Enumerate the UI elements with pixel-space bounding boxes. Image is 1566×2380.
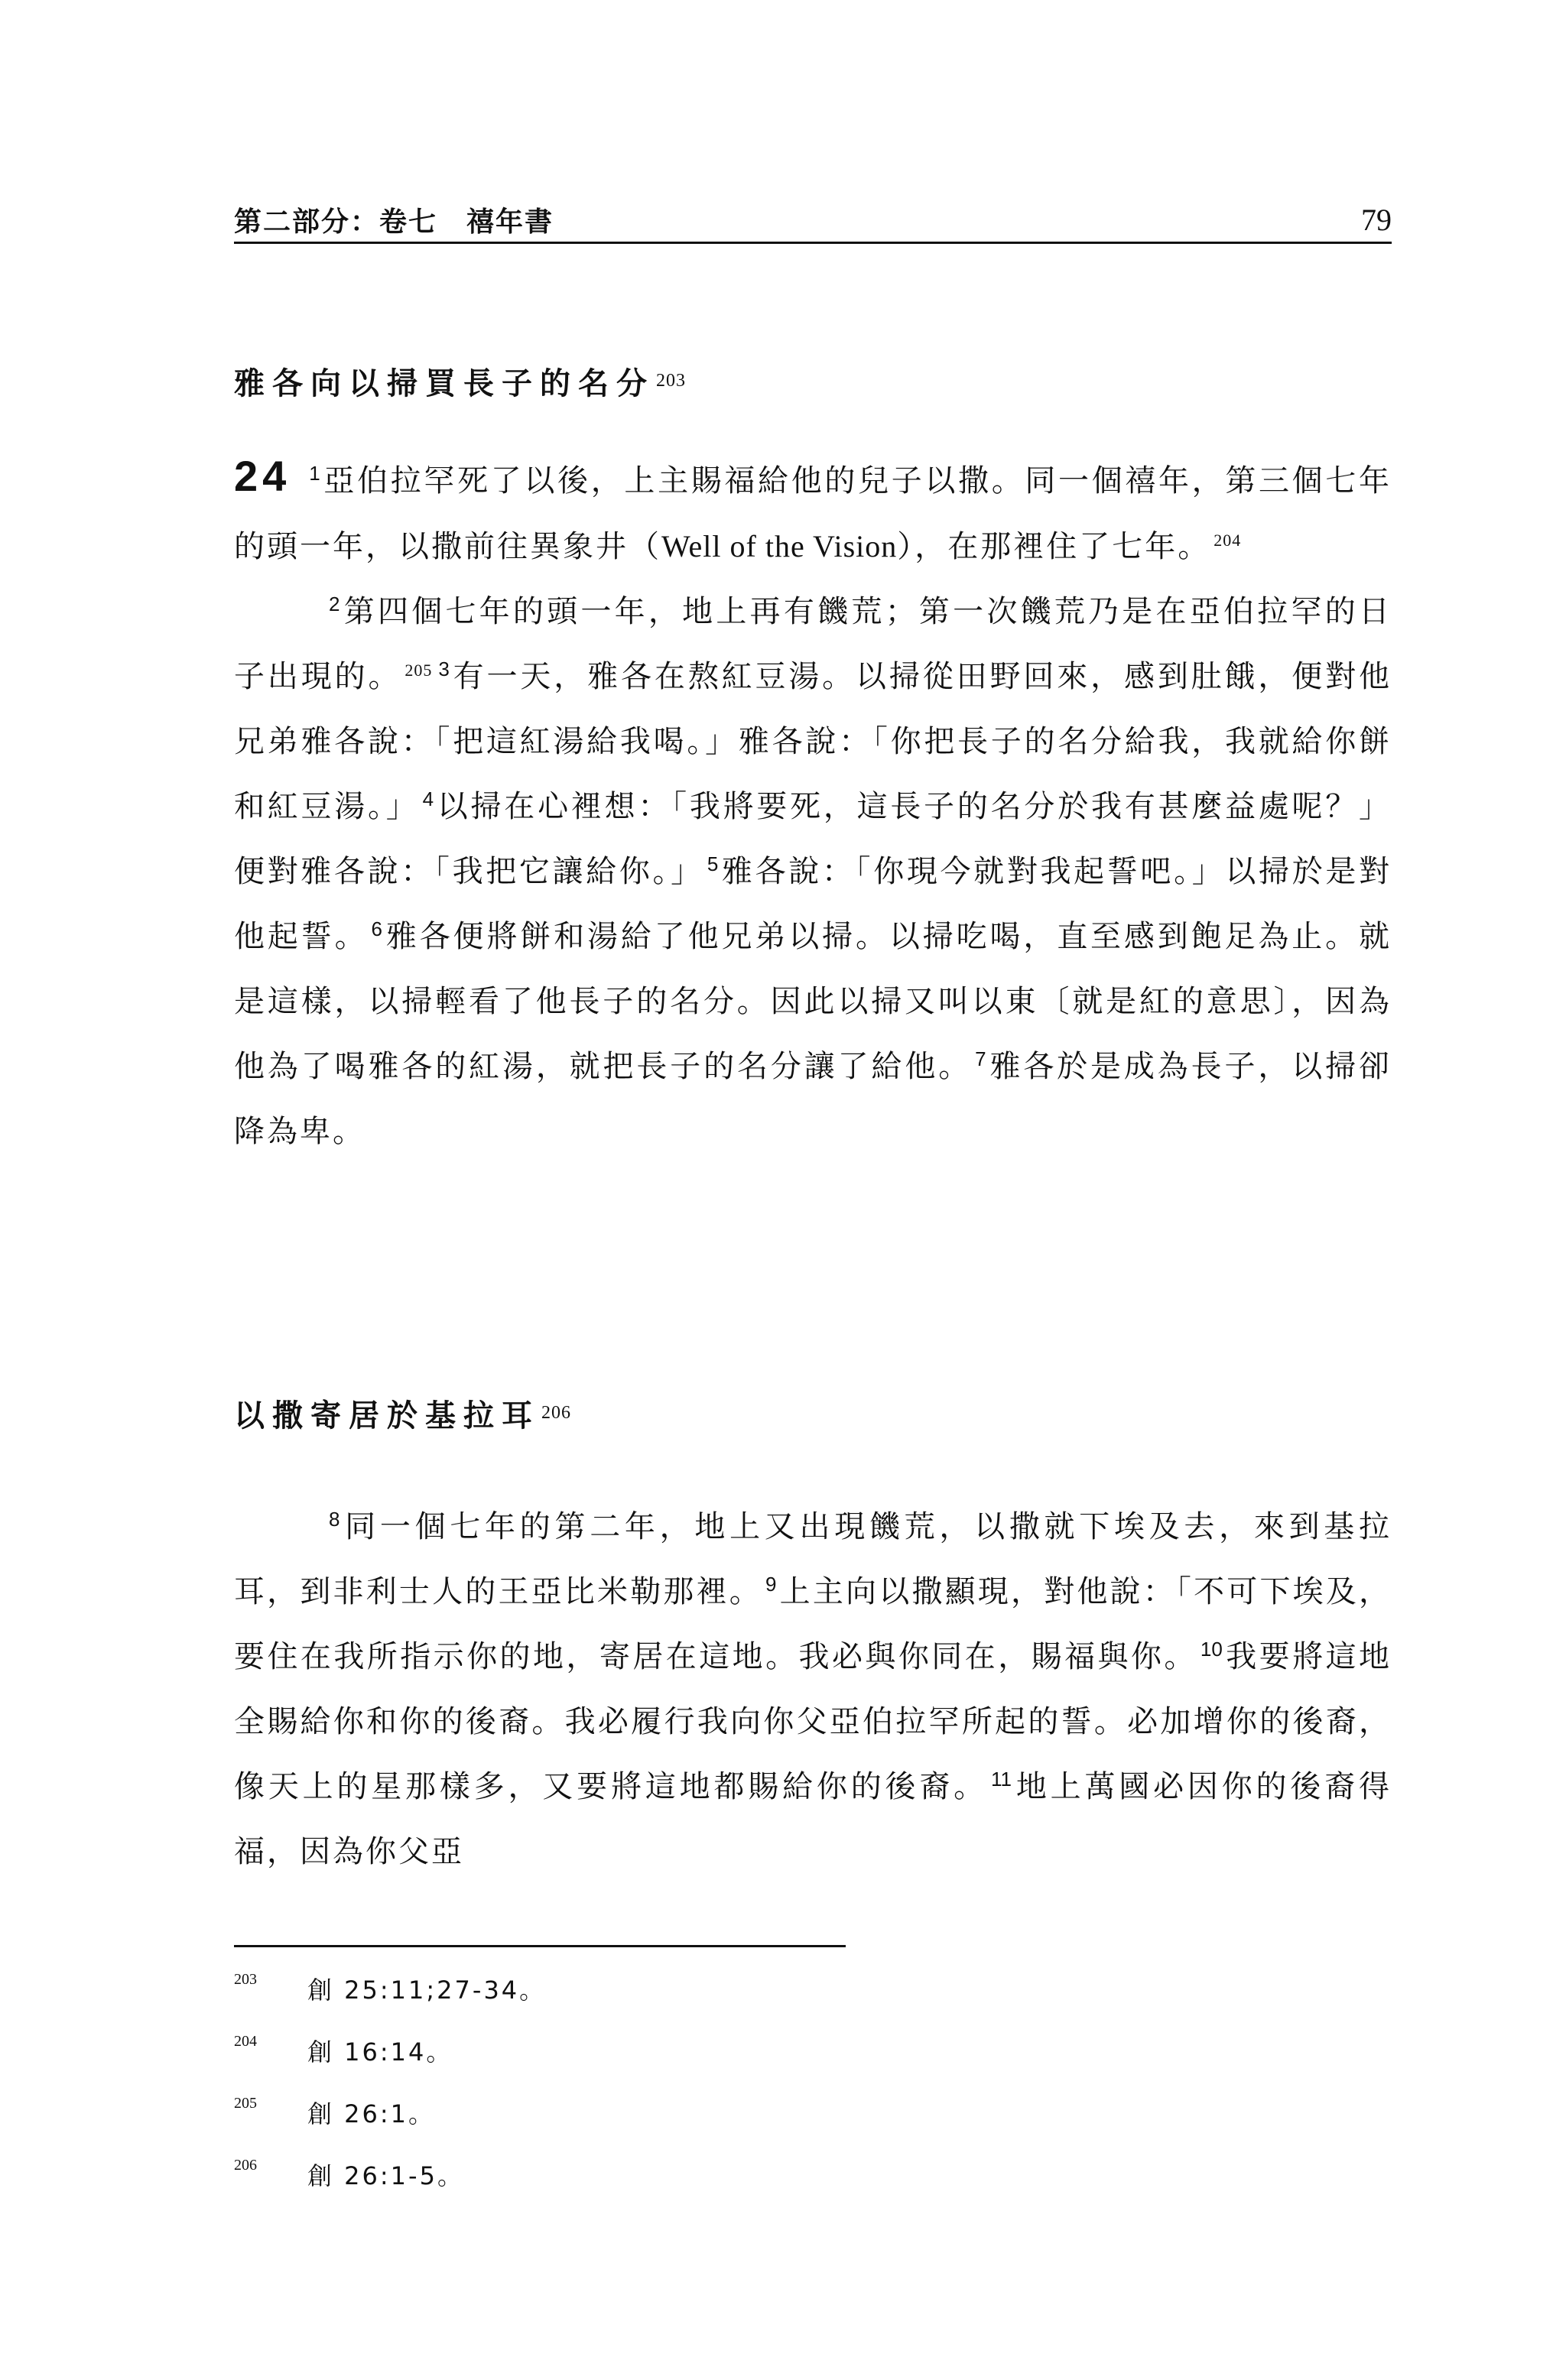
footnote: [234, 2157, 922, 2219]
section-heading-text: 雅各向以掃買長子的名分: [234, 366, 655, 401]
verse-number: 9: [765, 1573, 777, 1596]
section-2-text: [234, 1495, 1392, 1885]
footnote-number: 203: [234, 1971, 257, 1988]
footnote-rule: [234, 1945, 846, 1947]
section-heading-text: 以撒寄居於基拉耳: [234, 1398, 540, 1434]
verse-text: 雅各便將餅和湯給了他兄弟以掃。以掃吃喝，直至感到飽足為止。就是這樣，以掃輕看了他長子的名分。因此以掃又叫以東〔就是紅的意思〕，因為他為了喝雅各的紅湯，就把長子的名分讓了給他。: [234, 919, 1392, 1084]
footnote: [234, 2033, 922, 2095]
verse-number: 3: [438, 658, 450, 680]
footnote-number: 204: [234, 2033, 257, 2050]
chapter-24-text: [234, 443, 1392, 1164]
verse-number: 10: [1200, 1638, 1223, 1661]
paragraph: [234, 580, 1392, 1164]
header-section: 第二部分：卷七: [234, 206, 438, 238]
footnote-ref: 205: [404, 661, 433, 680]
footnote-text: 創 16:14。: [307, 2037, 453, 2067]
paragraph: [234, 443, 1392, 580]
footnote-text: 創 26:1。: [307, 2099, 436, 2128]
verse-number: 2: [329, 593, 340, 615]
header-title: [234, 200, 554, 239]
verse-text: 亞伯拉罕死了以後，上主賜福給他的兒子以撒。同一個禧年，第三個七年的頭一年，以撒前往異象井（: [234, 463, 1392, 564]
verse-text: 上主向以撒顯現，對他說：「不可下埃及，要住在我所指示你的地，寄居在這地。我必與你同在，賜福與你。: [234, 1574, 1392, 1674]
heading-footnote-ref: 203: [656, 371, 686, 391]
footnotes: [234, 1971, 922, 2219]
verse-text-latin: Well of the Vision: [661, 529, 898, 563]
header-rule: [234, 242, 1392, 244]
verse-number: 8: [329, 1508, 340, 1531]
section-heading: [234, 1391, 571, 1435]
verse-number: 11: [991, 1768, 1012, 1791]
header-book-title: 禧年書: [466, 206, 554, 238]
verse-text: 以掃在心裡想：「我將要死，這長子的名分於我有甚麼益處呢？」便對雅各說：「我把它讓給你。」: [234, 789, 1392, 889]
footnote-number: 205: [234, 2095, 257, 2112]
verse-number: 1: [309, 462, 320, 485]
verse-number: 7: [975, 1047, 986, 1070]
heading-footnote-ref: 206: [541, 1403, 571, 1423]
verse-text: ），在那裡住了七年。: [897, 529, 1211, 564]
verse-number: 6: [371, 917, 382, 940]
verse-number: 4: [422, 787, 434, 810]
verse-text: 同一個七年的第二年，地上又出現饑荒，以撒就下埃及去，來到基拉耳，到非利士人的王亞比米勒那裡。: [234, 1509, 1392, 1609]
footnote-text: 創 26:1-5。: [307, 2161, 464, 2190]
running-header: [234, 200, 1392, 242]
verse-text: 雅各於是成為長子，以掃卻降為卑。: [234, 1049, 1392, 1149]
section-heading: [234, 359, 686, 403]
verse-text: 我要將這地全賜給你和你的後裔。我必履行我向你父亞伯拉罕所起的誓。必加增你的後裔，像天上的星那樣多，又要將這地都賜給你的後裔。: [234, 1639, 1392, 1804]
chapter-number: 24: [234, 452, 291, 500]
verse-text: 地上萬國必因你的後裔得福，因為你父亞: [234, 1769, 1392, 1869]
footnote: [234, 1971, 922, 2033]
paragraph: [234, 1495, 1392, 1885]
verse-text: 雅各說：「你現今就對我起誓吧。」以掃於是對他起誓。: [234, 854, 1392, 954]
footnote: [234, 2095, 922, 2157]
verse-text: 有一天，雅各在熬紅豆湯。以掃從田野回來，感到肚餓，便對他兄弟雅各說：「把這紅湯給我喝。」雅各說：「你把長子的名分給我，我就給你餅和紅豆湯。」: [234, 659, 1392, 824]
footnote-number: 206: [234, 2157, 257, 2174]
verse-number: 5: [707, 852, 719, 875]
page-number: 79: [1361, 203, 1392, 237]
footnote-ref: 204: [1213, 531, 1242, 550]
footnote-text: 創 25:11;27-34。: [307, 1976, 547, 2005]
verse-text: 第四個七年的頭一年，地上再有饑荒；第一次饑荒乃是在亞伯拉罕的日子出現的。: [234, 594, 1392, 694]
